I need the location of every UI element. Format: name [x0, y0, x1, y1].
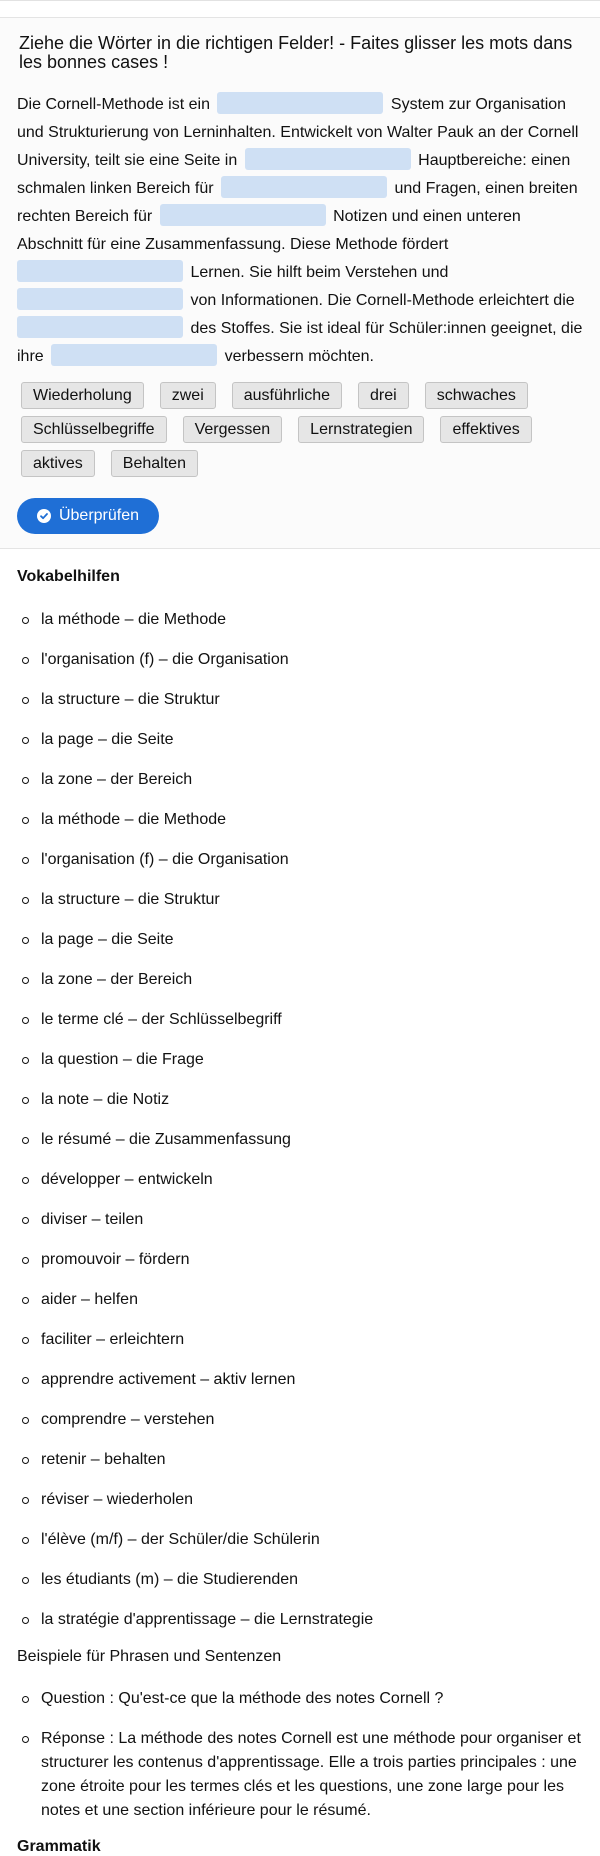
bullet-icon — [22, 1377, 29, 1384]
bullet-icon — [22, 977, 29, 984]
bullet-icon — [22, 1297, 29, 1304]
check-circle-icon — [37, 509, 51, 523]
bullet-icon — [22, 1577, 29, 1584]
exercise-text — [17, 91, 587, 371]
word-chip[interactable]: effektives — [440, 416, 531, 443]
bullet-icon — [22, 1017, 29, 1024]
list-item — [17, 640, 587, 680]
drop-zone-5[interactable] — [17, 260, 183, 282]
phrases-heading: Beispiele für Phrasen und Sentenzen — [17, 1648, 282, 1665]
word-chip[interactable]: aktives — [21, 450, 95, 477]
vocab-entry: retenir – behalten — [41, 1451, 166, 1468]
list-item — [17, 960, 587, 1000]
list-item — [17, 800, 587, 840]
drop-zone-6[interactable] — [17, 288, 183, 310]
vocab-entry: diviser – teilen — [41, 1211, 144, 1228]
text-segment: System zur Organisation und Strukturierung von Lerninhalten. Entwickelt von Walter Pauk an der Cornell University, teilt sie eine Seite in — [17, 96, 579, 169]
bullet-icon — [22, 657, 29, 664]
vocab-entry: la méthode – die Methode — [41, 611, 227, 628]
vocab-entry: la note – die Notiz — [41, 1091, 170, 1108]
list-item — [17, 1400, 587, 1440]
list-item — [17, 1040, 587, 1080]
bullet-icon — [22, 1617, 29, 1624]
word-chip[interactable]: Wiederholung — [21, 382, 144, 409]
bullet-icon — [22, 897, 29, 904]
bullet-icon — [22, 737, 29, 744]
vocab-entry: la zone – der Bereich — [41, 771, 193, 788]
word-chip[interactable]: ausführliche — [232, 382, 342, 409]
drop-zone-7[interactable] — [17, 316, 183, 338]
vocab-heading: Vokabelhilfen — [17, 568, 120, 585]
text-segment: Notizen und einen unteren Abschnitt für eine Zusammenfassung. Diese Methode fördert — [17, 208, 521, 253]
vocab-entry: la page – die Seite — [41, 731, 174, 748]
drag-drop-exercise — [0, 17, 600, 549]
vocab-entry: la structure – die Struktur — [41, 691, 220, 708]
list-item — [17, 1727, 587, 1823]
vocab-entry: la question – die Frage — [41, 1051, 204, 1068]
top-divider — [0, 0, 600, 1]
vocab-entry: l'organisation (f) – die Organisation — [41, 851, 289, 868]
bullet-icon — [22, 1696, 29, 1703]
list-item — [17, 840, 587, 880]
phrase-entry: Réponse : La méthode des notes Cornell est une méthode pour organiser et structurer les contenus d'apprentissage. Elle a trois parties principales : une zone étroite pour les termes clés et les questions, une zone large pour les notes et une section inférieure pour le résumé. — [41, 1730, 581, 1819]
vocab-entry: le terme clé – der Schlüsselbegriff — [41, 1011, 282, 1028]
bullet-icon — [22, 1497, 29, 1504]
text-segment: Lernen. Sie hilft beim Verstehen und — [190, 264, 449, 281]
vocab-entry: développer – entwickeln — [41, 1171, 213, 1188]
vocab-entry: l'organisation (f) – die Organisation — [41, 651, 289, 668]
vocab-entry: la structure – die Struktur — [41, 891, 220, 908]
list-item — [17, 600, 587, 640]
list-item — [17, 1600, 587, 1640]
list-item — [17, 1480, 587, 1520]
vocab-entry: apprendre activement – aktiv lernen — [41, 1371, 296, 1388]
list-item — [17, 1320, 587, 1360]
list-item — [17, 1160, 587, 1200]
list-item — [17, 1080, 587, 1120]
vocab-entry: réviser – wiederholen — [41, 1491, 194, 1508]
drop-zone-2[interactable] — [245, 148, 411, 170]
text-segment: verbessern möchten. — [224, 348, 374, 365]
drop-zone-1[interactable] — [217, 92, 383, 114]
list-item — [17, 720, 587, 760]
bullet-icon — [22, 1057, 29, 1064]
bullet-icon — [22, 1337, 29, 1344]
bullet-icon — [22, 1457, 29, 1464]
word-chip[interactable]: Vergessen — [183, 416, 283, 443]
word-chip[interactable]: Lernstrategien — [298, 416, 424, 443]
phrase-entry: Question : Qu'est-ce que la méthode des notes Cornell ? — [41, 1690, 444, 1707]
text-segment: von Informationen. Die Cornell-Methode erleichtert die — [190, 292, 575, 309]
bullet-icon — [22, 1177, 29, 1184]
bullet-icon — [22, 817, 29, 824]
next-section-heading: Grammatik — [17, 1838, 101, 1855]
vocab-entry: la méthode – die Methode — [41, 811, 227, 828]
list-item — [17, 880, 587, 920]
word-chip[interactable]: schwaches — [425, 382, 528, 409]
vocab-entry: l'élève (m/f) – der Schüler/die Schülerin — [41, 1531, 320, 1548]
list-item — [17, 1560, 587, 1600]
check-button-label: Überprüfen — [58, 507, 140, 524]
list-item — [17, 1280, 587, 1320]
bullet-icon — [22, 937, 29, 944]
bullet-icon — [22, 1537, 29, 1544]
list-item — [17, 1520, 587, 1560]
list-item — [17, 1000, 587, 1040]
text-segment: des Stoffes. Sie ist ideal für Schüler:innen geeignet, die ihre — [17, 320, 583, 365]
list-item — [17, 680, 587, 720]
bullet-icon — [22, 1097, 29, 1104]
phrase-list — [17, 1687, 587, 1839]
bullet-icon — [22, 1137, 29, 1144]
drop-zone-4[interactable] — [160, 204, 326, 226]
drop-zone-8[interactable] — [51, 344, 217, 366]
text-segment: Hauptbereiche: einen schmalen linken Bereich für — [17, 152, 571, 197]
vocab-entry: promouvoir – fördern — [41, 1251, 190, 1268]
list-item — [17, 1687, 587, 1711]
exercise-title: Ziehe die Wörter in die richtigen Felder! - Faites glisser les mots dans les bonnes cases ! — [19, 33, 573, 72]
word-chip[interactable]: Schlüsselbegriffe — [21, 416, 167, 443]
bullet-icon — [22, 1736, 29, 1743]
text-segment: Die Cornell-Methode ist ein — [17, 96, 210, 113]
vocab-entry: la stratégie d'apprentissage – die Lernstrategie — [41, 1611, 374, 1628]
vocab-entry: faciliter – erleichtern — [41, 1331, 185, 1348]
list-item — [17, 920, 587, 960]
bullet-icon — [22, 697, 29, 704]
text-segment: und Fragen, einen breiten rechten Bereich für — [17, 180, 578, 225]
vocab-entry: comprendre – verstehen — [41, 1411, 215, 1428]
list-item — [17, 760, 587, 800]
list-item — [17, 1240, 587, 1280]
list-item — [17, 1360, 587, 1400]
bullet-icon — [22, 1417, 29, 1424]
vocab-entry: les étudiants (m) – die Studierenden — [41, 1571, 299, 1588]
word-chip[interactable]: zwei — [160, 382, 216, 409]
vocab-entry: aider – helfen — [41, 1291, 138, 1308]
word-bank — [17, 382, 585, 477]
word-chip[interactable]: drei — [358, 382, 409, 409]
list-item — [17, 1200, 587, 1240]
bullet-icon — [22, 1217, 29, 1224]
check-button[interactable] — [17, 498, 159, 534]
vocab-entry: la zone – der Bereich — [41, 971, 193, 988]
drop-zone-3[interactable] — [221, 176, 387, 198]
word-chip[interactable]: Behalten — [111, 450, 198, 477]
bullet-icon — [22, 857, 29, 864]
vocab-entry: la page – die Seite — [41, 931, 174, 948]
vocab-list — [17, 600, 587, 1640]
bullet-icon — [22, 1257, 29, 1264]
bullet-icon — [22, 617, 29, 624]
list-item — [17, 1120, 587, 1160]
vocab-entry: le résumé – die Zusammenfassung — [41, 1131, 291, 1148]
list-item — [17, 1440, 587, 1480]
bullet-icon — [22, 777, 29, 784]
